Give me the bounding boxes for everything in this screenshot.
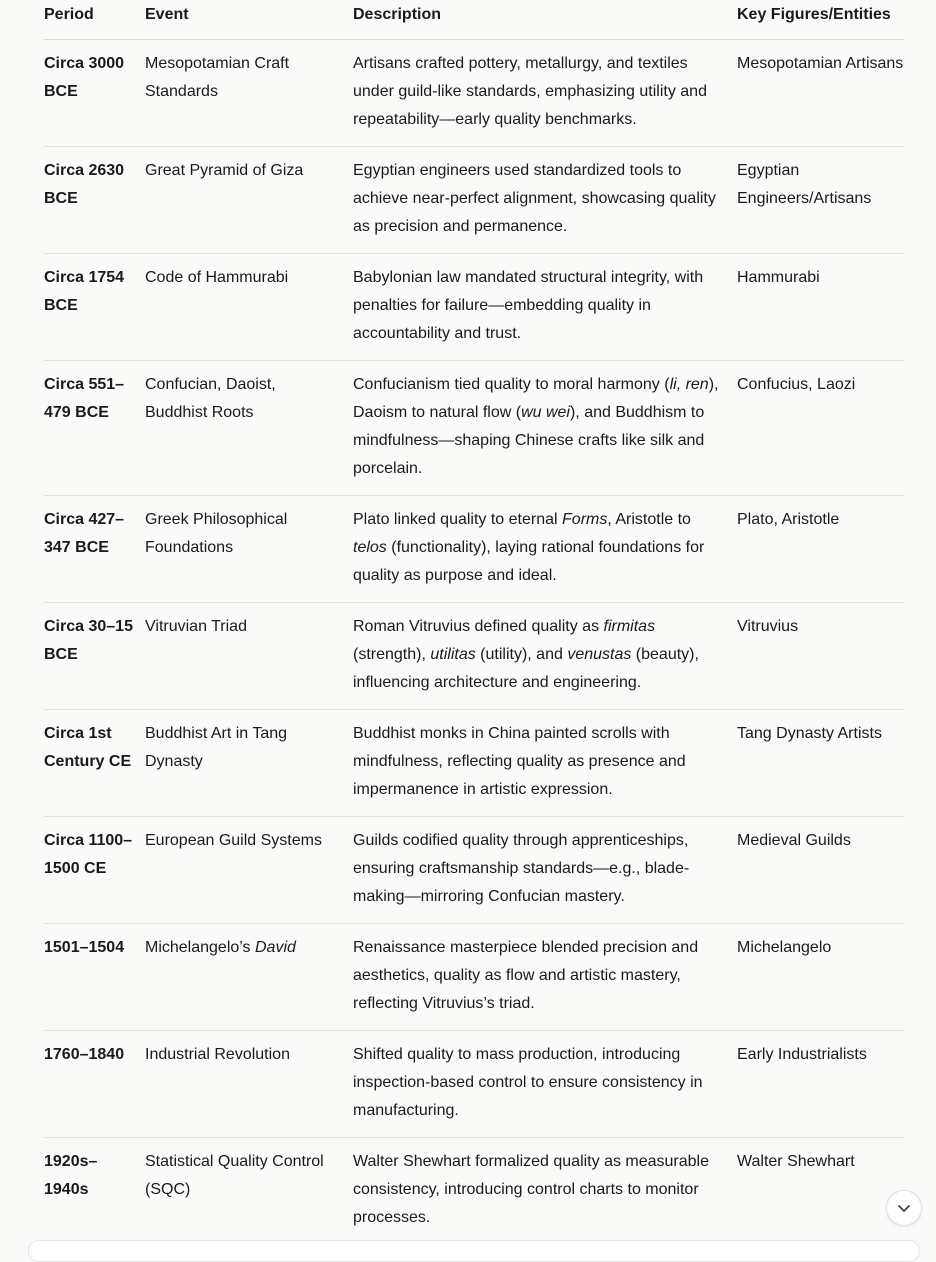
text-segment: Shifted quality to mass production, introducing inspection-based control to ensure consistency in manufacturing. (353, 1045, 703, 1119)
text-segment: Artisans crafted pottery, metallurgy, and textiles under guild-like standards, emphasizing utility and repeatability—early quality benchmarks. (353, 54, 707, 128)
cell-period: Circa 3000 BCE (44, 39, 145, 146)
cell-key-figures: Tang Dynasty Artists (737, 709, 904, 816)
italic-term: venustas (567, 645, 632, 663)
cell-description (353, 39, 737, 146)
text-segment: Walter Shewhart formalized quality as measurable consistency, introducing control charts to monitor processes. (353, 1152, 710, 1226)
text-segment: Buddhist monks in China painted scrolls with mindfulness, reflecting quality as presence and impermanence in artistic expression. (353, 724, 686, 798)
text-segment: (strength), (353, 645, 431, 663)
chat-input-bar[interactable] (28, 1240, 920, 1262)
text-segment: Roman Vitruvius defined quality as (353, 617, 604, 635)
text-segment: Renaissance masterpiece blended precision and aesthetics, quality as flow and artistic mastery, reflecting Vitruvius’s triad. (353, 938, 699, 1012)
column-header-key-figures: Key Figures/Entities (737, 0, 904, 39)
table-row (44, 360, 904, 495)
text-segment: Babylonian law mandated structural integrity, with penalties for failure—embedding quality in accountability and trust. (353, 268, 704, 342)
table-body (44, 39, 904, 1244)
cell-period: 1760–1840 (44, 1030, 145, 1137)
italic-term: li, ren (669, 375, 709, 393)
cell-description (353, 1030, 737, 1137)
cell-key-figures: Egyptian Engineers/Artisans (737, 146, 904, 253)
cell-description (353, 709, 737, 816)
table-row (44, 146, 904, 253)
cell-description (353, 146, 737, 253)
cell-key-figures: Plato, Aristotle (737, 495, 904, 602)
chevron-down-icon (896, 1200, 912, 1216)
cell-event: Vitruvian Triad (145, 602, 353, 709)
cell-event: European Guild Systems (145, 816, 353, 923)
cell-period: Circa 2630 BCE (44, 146, 145, 253)
table-row (44, 923, 904, 1030)
cell-key-figures: Confucius, Laozi (737, 360, 904, 495)
cell-event: Code of Hammurabi (145, 253, 353, 360)
scroll-to-bottom-button[interactable] (886, 1190, 922, 1226)
text-segment: ), Daoism to natural flow ( (353, 375, 719, 421)
history-table-container (44, 0, 904, 1245)
cell-description (353, 495, 737, 602)
cell-event: Mesopotamian Craft Standards (145, 39, 353, 146)
italic-term: firmitas (603, 617, 656, 635)
cell-key-figures: Medieval Guilds (737, 816, 904, 923)
cell-key-figures: Hammurabi (737, 253, 904, 360)
cell-period: Circa 1100–1500 CE (44, 816, 145, 923)
cell-description (353, 816, 737, 923)
cell-event: Industrial Revolution (145, 1030, 353, 1137)
text-segment: Plato linked quality to eternal (353, 510, 563, 528)
cell-key-figures: Walter Shewhart (737, 1137, 904, 1244)
table-row (44, 39, 904, 146)
cell-period: Circa 551–479 BCE (44, 360, 145, 495)
text-segment: (utility), and (475, 645, 568, 663)
cell-event: Great Pyramid of Giza (145, 146, 353, 253)
cell-description (353, 360, 737, 495)
table-header-row (44, 0, 904, 39)
text-segment: ), and Buddhism to mindfulness—shaping Chinese crafts like silk and porcelain. (353, 403, 705, 477)
cell-event: Statistical Quality Control (SQC) (145, 1137, 353, 1244)
italic-term: Forms (562, 510, 608, 528)
cell-key-figures: Mesopotamian Artisans (737, 39, 904, 146)
cell-description (353, 1137, 737, 1244)
cell-description (353, 253, 737, 360)
text-segment: , Aristotle to (607, 510, 691, 528)
cell-description (353, 602, 737, 709)
table-row (44, 495, 904, 602)
text-segment: (functionality), laying rational foundations for quality as purpose and ideal. (353, 538, 705, 584)
column-header-period: Period (44, 0, 145, 39)
cell-key-figures: Early Industrialists (737, 1030, 904, 1137)
cell-description (353, 923, 737, 1030)
text-segment: Egyptian engineers used standardized tools to achieve near-perfect alignment, showcasing quality as precision and permanence. (353, 161, 716, 235)
cell-event: Confucian, Daoist, Buddhist Roots (145, 360, 353, 495)
cell-period: 1920s–1940s (44, 1137, 145, 1244)
cell-key-figures: Michelangelo (737, 923, 904, 1030)
table-row (44, 602, 904, 709)
cell-period: Circa 1st Century CE (44, 709, 145, 816)
table-row (44, 1137, 904, 1244)
cell-event (145, 923, 353, 1030)
cell-period: Circa 1754 BCE (44, 253, 145, 360)
cell-key-figures: Vitruvius (737, 602, 904, 709)
italic-term: telos (353, 538, 387, 556)
text-segment: Confucianism tied quality to moral harmony ( (353, 375, 670, 393)
cell-period: Circa 30–15 BCE (44, 602, 145, 709)
cell-period: 1501–1504 (44, 923, 145, 1030)
table-row (44, 253, 904, 360)
italic-term: utilitas (430, 645, 476, 663)
table-row (44, 816, 904, 923)
history-table (44, 0, 904, 1245)
column-header-event: Event (145, 0, 353, 39)
cell-event: Greek Philosophical Foundations (145, 495, 353, 602)
cell-event: Buddhist Art in Tang Dynasty (145, 709, 353, 816)
table-row (44, 1030, 904, 1137)
italic-term: wu wei (521, 403, 570, 421)
text-segment: (beauty), influencing architecture and engineering. (353, 645, 699, 691)
cell-period: Circa 427–347 BCE (44, 495, 145, 602)
table-row (44, 709, 904, 816)
text-segment: Michelangelo’s (145, 938, 255, 956)
text-segment: Guilds codified quality through apprenticeships, ensuring craftsmanship standards—e.g., blade-making—mirroring Confucian mastery. (353, 831, 690, 905)
column-header-description: Description (353, 0, 737, 39)
italic-term: David (255, 938, 296, 956)
